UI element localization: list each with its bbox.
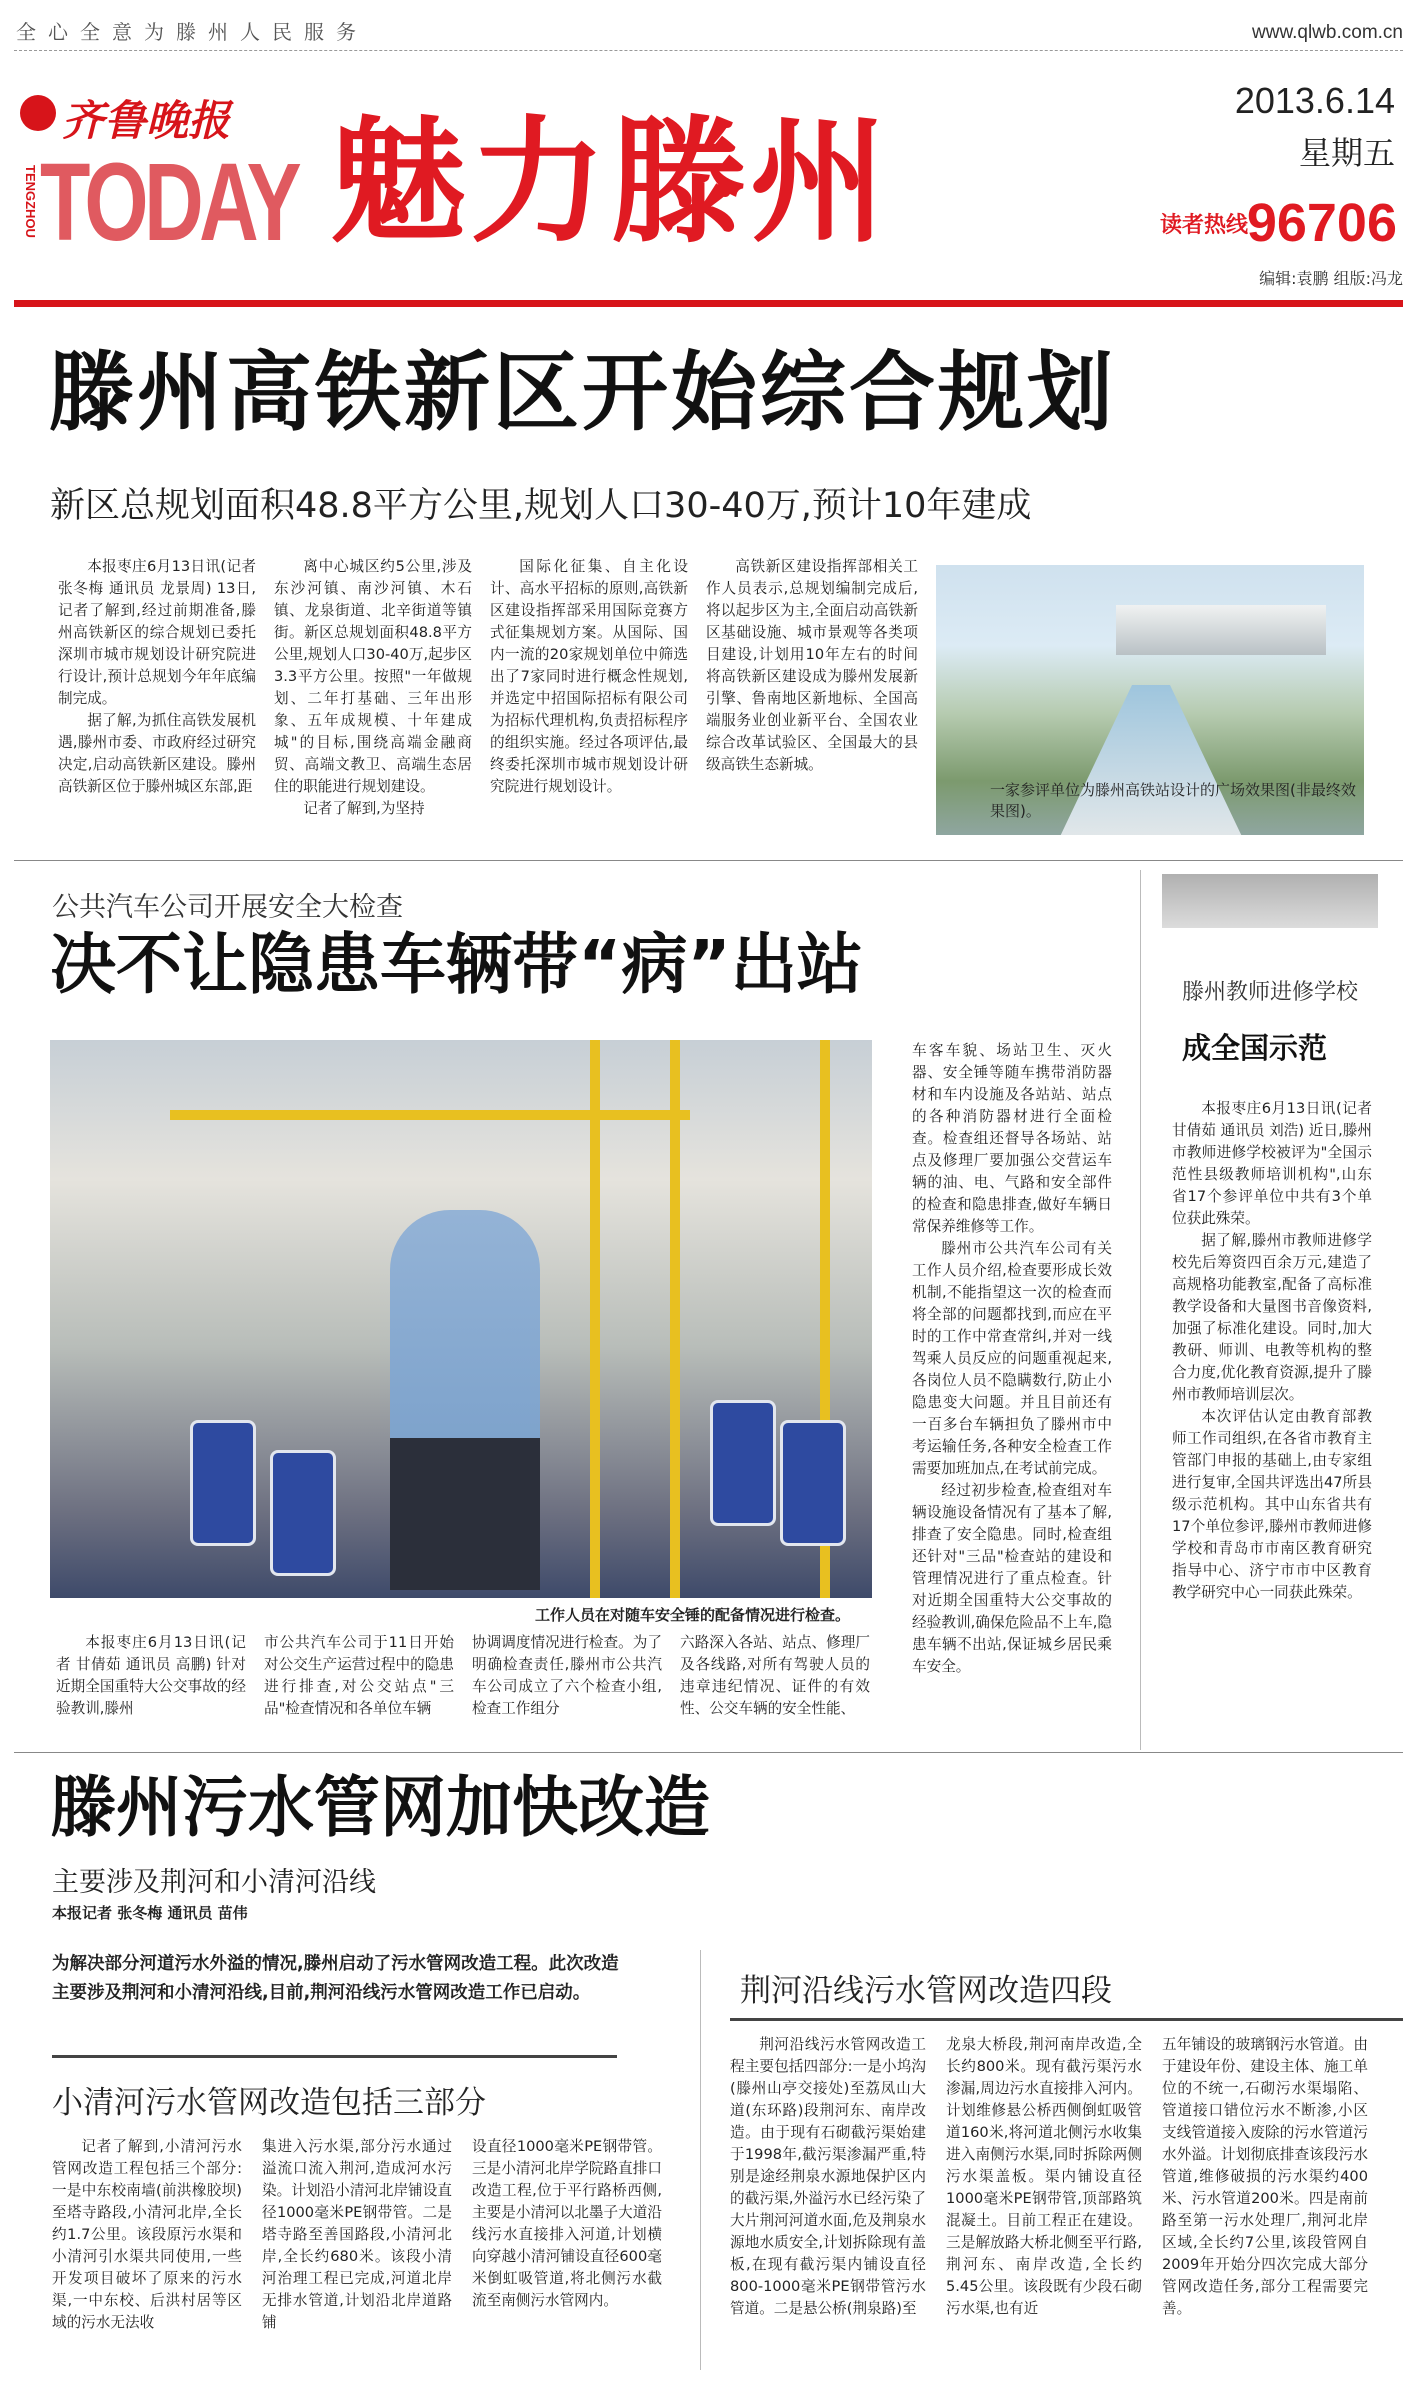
- section-a-col-1: [52, 2136, 242, 2334]
- article2-photo: [50, 1040, 872, 1598]
- photo-seat-2: [270, 1450, 336, 1576]
- article1-column-2: [274, 556, 472, 820]
- section-a-col-3: [472, 2136, 662, 2312]
- section-divider-2: [14, 1752, 1403, 1753]
- section-a-title: 小清河污水管网改造包括三部分: [52, 2085, 486, 2121]
- photo-building-shape: [1116, 605, 1326, 655]
- masthead-title: 魅力滕州: [330, 104, 890, 262]
- article1-col4-p1: 高铁新区建设指挥部相关工作人员表示,总规划编制完成后,将以起步区为主,全面启动高铁新区基础设施、城市景观等各类项目建设,计划用10年左右的时间将高铁新区建设成为滕州发展新引擎、鲁南地区新地标、全国高端服务业创业新平台、全国农业综合改革试验区、全国最大的县级高铁生态新城。: [706, 558, 918, 773]
- section-a-col1-p1: 记者了解到,小清河污水管网改造工程包括三个部分:一是中东校南墙(前洪橡胶坝)至塔寺路段,小清河北岸,全长约1.7公里。该段原污水渠和小清河引水渠共同使用,一些开发项目破坏了原来的污水渠,一中东校、后洪村居等区域的污水无法收: [52, 2138, 242, 2331]
- sidebar-kicker: 滕州教师进修学校: [1182, 980, 1359, 1005]
- article2-bcol2-p1: 市公共汽车公司于11日开始对公交生产运营过程中的隐患进行排查,对公交站点"三品"检查情况和各单位车辆: [264, 1634, 454, 1717]
- article2-bottom-col-2: [264, 1632, 454, 1720]
- section-a-col3-p1: 设直径1000毫米PE钢带管。三是小清河北岸学院路直排口改造工程,位于平行路桥西侧,主要是小清河以北墨子大道沿线污水直接排入河道,计划横向穿越小清河铺设直径600毫米倒虹吸管道,将北侧污水截流至南侧污水管网内。: [472, 2138, 662, 2309]
- article2-bcol4-p1: 六路深入各站、站点、修理厂及各线路,对所有驾驶人员的违章违纪情况、证件的有效性、公交车辆的安全性能、: [680, 1634, 870, 1717]
- paper-logo-icon: [20, 95, 56, 131]
- sidebar-tab: [1162, 874, 1378, 928]
- article1-photo-caption: 一家参评单位为滕州高铁站设计的广场效果图(非最终效果图)。: [990, 781, 1356, 820]
- section-b-col-2: [946, 2034, 1142, 2320]
- article1-col3-p1: 国际化征集、自主化设计、高水平招标的原则,高铁新区建设指挥部采用国际竞赛方式征集规划方案。从国际、国内一流的20家规划单位中筛选出了7家同时进行概念性规划,并选定中招国际招标有限公司为招标代理机构,负责招标程序的组织实施。经过各项评估,最终委托深圳市城市规划设计研究院进行规划设计。: [490, 558, 688, 795]
- issue-date: 2013.6.14: [1234, 80, 1395, 121]
- sidebar-p2: 据了解,滕州市教师进修学校先后筹资四百余万元,建造了高规格功能教室,配备了高标准教学设备和大量图书音像资料,加强了标准化建设。同时,加大教研、师训、电教等机构的整合力度,优化教育资源,提升了滕州市教师培训层次。: [1172, 1232, 1372, 1403]
- article1-column-4: [706, 556, 918, 776]
- edition-vertical-label: TENGZHOU: [23, 165, 38, 238]
- photo-handrail: [170, 1110, 690, 1120]
- article1-col2-p2: 记者了解到,为坚持: [303, 800, 425, 817]
- top-divider: [14, 50, 1403, 51]
- photo-seat-4: [780, 1420, 846, 1546]
- section-b-title: 荆河沿线污水管网改造四段: [740, 1973, 1112, 2009]
- article2-bottom-col-4: [680, 1632, 870, 1720]
- section-a-col2-p1: 集进入污水渠,部分污水通过溢流口流入荆河,造成河水污染。计划沿小清河北岸铺设直径1000毫米PE钢带管。二是塔寺路至善国路段,小清河北岸,全长约680米。该段小清河治理工程已完成,河道北岸无排水管道,计划沿北岸道路铺: [262, 2138, 452, 2331]
- sidebar-p1: 本报枣庄6月13日讯(记者 甘倩茹 通讯员 刘浩) 近日,滕州市教师进修学校被评为"全国示范性县级教师培训机构",山东省17个参评单位中共有3个单位获此殊荣。: [1172, 1100, 1372, 1227]
- section-b-divider: [700, 1950, 701, 2370]
- section-b-col-3: [1162, 2034, 1368, 2320]
- sidebar-body: [1172, 1098, 1372, 1604]
- hotline-label: 读者热线: [1160, 213, 1249, 238]
- article2-bottom-col-3: [472, 1632, 662, 1720]
- article3-headline: 滕州污水管网加快改造: [50, 1769, 710, 1846]
- photo-pole-2: [670, 1040, 680, 1598]
- issue-weekday: 星期五: [1298, 134, 1395, 172]
- article2-bcol1-p1: 本报枣庄6月13日讯(记者 甘倩茹 通讯员 高鹏) 针对近期全国重特大公交事故的经验教训,滕州: [56, 1634, 246, 1717]
- slogan: 全心全意为滕州人民服务: [16, 20, 368, 44]
- article2-right-p1: 车客车貌、场站卫生、灭火器、安全锤等随车携带消防器材和车内设施及各站站、站点的各种消防器材进行全面检查。检查组还督导各场站、站点及修理厂要加强公交营运车辆的油、电、气路和安全部件的检查和隐患排查,做好车辆日常保养维修等工作。: [912, 1042, 1112, 1235]
- section-b-col2-p1: 龙泉大桥段,荆河南岸改造,全长约800米。现有截污渠污水渗漏,周边污水直接排入河内。计划维修悬公桥西侧倒虹吸管道160米,将河道北侧污水收集进入南侧污水渠,同时拆除两侧污水渠盖板。渠内铺设直径1000毫米PE钢带管,顶部路筑混凝土。目前工程正在建设。三是解放路大桥北侧至平行路,荆河东、南岸改造,全长约5.45公里。该段既有少段石砌污水渠,也有近: [946, 2036, 1142, 2317]
- article3-byline: 本报记者 张冬梅 通讯员 苗伟: [52, 1904, 248, 1922]
- today-logo: TODAY: [40, 141, 298, 264]
- sidebar-divider: [1140, 870, 1141, 1750]
- article1-subhead: 新区总规划面积48.8平方公里,规划人口30-40万,预计10年建成: [50, 486, 1032, 526]
- section-divider-1: [14, 860, 1403, 861]
- article1-col2-p1: 离中心城区约5公里,涉及东沙河镇、南沙河镇、木石镇、龙泉街道、北辛街道等镇街。新区总规划面积48.8平方公里,规划人口30-40万,起步区3.3平方公里。按照"一年做规划、二年打基础、三年出形象、五年成规模、十年建成城"的目标,围绕高端金融商贸、高端文教卫、高端生态居住的职能进行规划建设。: [274, 558, 472, 795]
- editor-credits: 编辑:袁鹏 组版:冯龙: [1259, 269, 1403, 288]
- photo-pole-1: [590, 1040, 600, 1598]
- article3-subhead: 主要涉及荆河和小清河沿线: [52, 1867, 376, 1898]
- article2-bcol3-p1: 协调调度情况进行检查。为了明确检查责任,滕州市公共汽车公司成立了六个检查小组,检查工作组分: [472, 1634, 662, 1717]
- article3-lead: 为解决部分河道污水外溢的情况,滕州启动了污水管网改造工程。此次改造主要涉及荆河和小清河沿线,目前,荆河沿线污水管网改造工作已启动。: [52, 1954, 619, 2003]
- article2-headline: 决不让隐患车辆带“病”出站: [50, 926, 863, 1003]
- photo-seat-1: [190, 1420, 256, 1546]
- article1-column-1: [58, 556, 256, 798]
- section-b-col3-p1: 五年铺设的玻璃钢污水管道。由于建设年份、建设主体、施工单位的不统一,石砌污水渠塌陷、管道接口错位污水不断渗,小区支线管道接入废除的污水管道污水外溢。计划彻底排查该段污水管道,维修破损的污水渠约400米、污水管道200米。四是南前路至第一污水处理厂,荆河北岸区域,全长约7公里,该段管网自2009年开始分四次完成大部分管网改造任务,部分工程需要完善。: [1162, 2036, 1368, 2317]
- header-red-bar: [14, 300, 1403, 307]
- article1-column-3: [490, 556, 688, 798]
- section-a-col-2: [262, 2136, 452, 2334]
- section-b-col1-p1: 荆河沿线污水管网改造工程主要包括四部分:一是小坞沟(滕州山亭交接处)至荔凤山大道(东环路)段荆河东、南岸改造。由于现有石砌截污渠始建于1998年,截污渠渗漏严重,特别是途经荆泉水源地保护区内的截污渠,外溢污水已经污染了大片荆河河道水面,危及荆泉水源地水质安全,计划拆除现有盖板,在现有截污渠内铺设直径800-1000毫米PE钢带管污水管道。二是悬公桥(荆泉路)至: [730, 2036, 926, 2317]
- article1-col1-p2: 据了解,为抓住高铁发展机遇,滕州市委、市政府经过研究决定,启动高铁新区建设。滕州高铁新区位于滕州城区东部,距: [58, 712, 256, 795]
- photo-inspector: [390, 1210, 540, 1590]
- section-a-rule: [52, 2055, 617, 2058]
- article1-headline: 滕州高铁新区开始综合规划: [48, 343, 1116, 443]
- paper-name: 齐鲁晚报: [62, 96, 231, 145]
- photo-seat-3: [710, 1400, 776, 1526]
- article2-right-p2: 滕州市公共汽车公司有关工作人员介绍,检查要形成长效机制,不能指望这一次的检查而将全部的问题都找到,而应在平时的工作中常查常纠,并对一线驾乘人员反应的问题重视起来,各岗位人员不隐瞒数行,防止小隐患变大问题。并且目前还有一百多台车辆担负了滕州市中考运输任务,各种安全检查工作需要加班加点,在考试前完成。: [912, 1240, 1112, 1477]
- section-b-col-1: [730, 2034, 926, 2320]
- article2-right-column: [912, 1040, 1112, 1678]
- article2-right-p3: 经过初步检查,检查组对车辆设施设备情况有了基本了解,排查了安全隐患。同时,检查组还针对"三品"检查站的建设和管理情况进行了重点检查。针对近期全国重特大公交事故的经验教训,确保危险品不上车,隐患车辆不出站,保证城乡居民乘车安全。: [912, 1482, 1112, 1675]
- section-b-rule: [730, 2018, 1403, 2021]
- article2-bottom-col-1: [56, 1632, 246, 1720]
- article2-kicker: 公共汽车公司开展安全大检查: [52, 892, 403, 923]
- article1-col1-p1: 本报枣庄6月13日讯(记者 张冬梅 通讯员 龙景周) 13日,记者了解到,经过前期准备,滕州高铁新区的综合规划已委托深圳市城市规划设计研究院进行设计,预计总规划今年年底编制完成。: [58, 558, 256, 707]
- hotline-number: 96706: [1246, 193, 1397, 253]
- article2-photo-caption: 工作人员在对随车安全锤的配备情况进行检查。: [535, 1606, 851, 1624]
- sidebar-p3: 本次评估认定由教育部教师工作司组织,在各省市教育主管部门申报的基础上,由专家组进行复审,全国共评选出47所县级示范机构。其中山东省共有17个单位参评,滕州市教师进修学校和青岛市市南区教育研究指导中心、济宁市市中区教育教学研究中心一同获此殊荣。: [1172, 1408, 1372, 1601]
- website-link[interactable]: www.qlwb.com.cn: [1252, 22, 1403, 43]
- sidebar-headline: 成全国示范: [1182, 1031, 1328, 1065]
